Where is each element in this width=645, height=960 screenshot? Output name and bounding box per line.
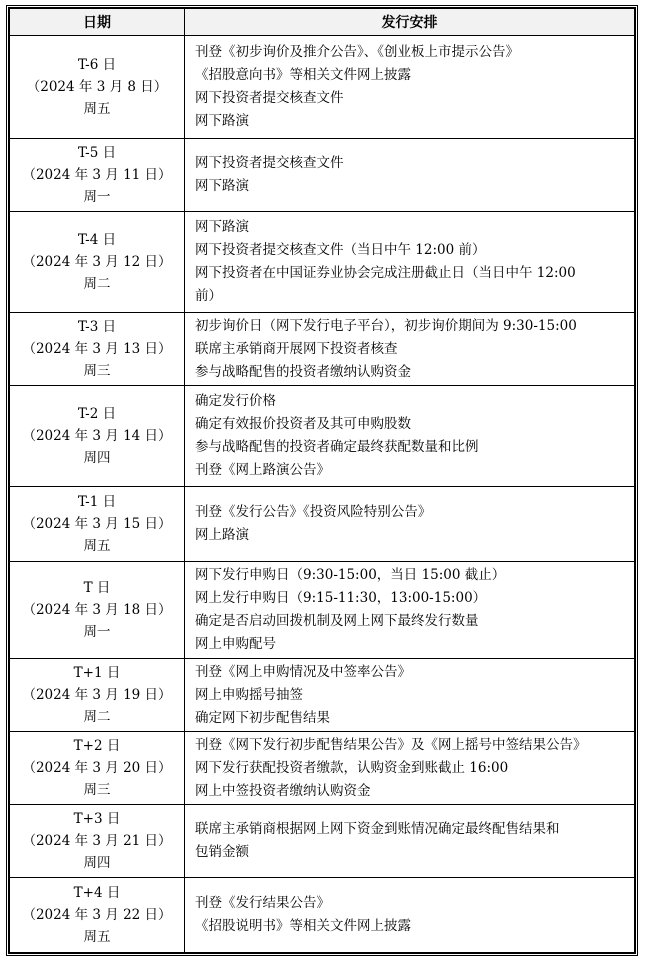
table-row	[10, 36, 635, 139]
date-day: T+4 日	[73, 884, 121, 901]
table-row	[10, 659, 635, 732]
arrangement-item: 网下投资者提交核查文件	[195, 90, 344, 107]
date-day: T-3 日	[77, 319, 117, 336]
arrangement-cell	[185, 562, 635, 659]
schedule-table-frame	[6, 5, 638, 956]
date-cell	[10, 36, 185, 139]
arrangement-item: 刊登《发行结果公告》	[195, 894, 330, 911]
table-row	[10, 139, 635, 212]
arrangement-item: 联席主承销商开展网下投资者核查	[195, 340, 398, 357]
date-cell	[10, 732, 185, 805]
arrangement-item: 网下投资者在中国证券业协会完成注册截止日（当日中午 12:00	[195, 265, 576, 282]
arrangement-item: 网上申购摇号抽签	[195, 686, 303, 703]
arrangement-cell	[185, 487, 635, 562]
arrangement-item: 网上中签投资者缴纳认购资金	[195, 782, 371, 799]
arrangement-cell	[185, 212, 635, 313]
arrangement-item: 初步询价日（网下发行电子平台），初步询价期间为 9:30-15:00	[195, 317, 577, 334]
date-day: T+3 日	[73, 811, 121, 828]
date-date: （2024 年 3 月 15 日）	[22, 516, 172, 533]
date-day: T-4 日	[77, 232, 117, 249]
date-date: （2024 年 3 月 21 日）	[22, 833, 172, 850]
arrangement-cell	[185, 732, 635, 805]
arrangement-item: 确定有效报价投资者及其可申购股数	[195, 416, 411, 433]
date-cell	[10, 386, 185, 487]
date-date: （2024 年 3 月 11 日）	[22, 167, 172, 184]
date-day: T+1 日	[73, 665, 121, 682]
date-weekday: 周三	[83, 363, 111, 380]
table-row	[10, 732, 635, 805]
date-cell	[10, 562, 185, 659]
arrangement-cell	[185, 313, 635, 386]
issuance-schedule-table	[9, 8, 635, 953]
date-date: （2024 年 3 月 13 日）	[22, 341, 172, 358]
date-cell	[10, 313, 185, 386]
date-cell	[10, 487, 185, 562]
arrangement-item: 网下投资者提交核查文件（当日中午 12:00 前）	[195, 242, 486, 259]
arrangement-cell	[185, 139, 635, 212]
date-weekday: 周一	[83, 624, 111, 641]
arrangement-item: 网下发行获配投资者缴款，认购资金到账截止 16:00	[195, 759, 509, 776]
date-cell	[10, 805, 185, 878]
date-date: （2024 年 3 月 14 日）	[22, 428, 172, 445]
table-header-row	[10, 9, 635, 36]
arrangement-cell	[185, 659, 635, 732]
date-date: （2024 年 3 月 18 日）	[22, 602, 172, 619]
arrangement-item: 网上发行申购日（9:15-11:30，13:00-15:00）	[195, 590, 487, 607]
date-day: T+2 日	[73, 738, 121, 755]
arrangement-item: 网下发行申购日（9:30-15:00，当日 15:00 截止）	[195, 567, 506, 584]
arrangement-item: 《招股意向书》等相关文件网上披露	[195, 67, 411, 84]
date-day: T-6 日	[77, 57, 117, 74]
date-weekday: 周二	[83, 709, 111, 726]
table-row	[10, 487, 635, 562]
arrangement-item: 参与战略配售的投资者缴纳认购资金	[195, 363, 411, 380]
arrangement-item: 网上路演	[195, 527, 249, 544]
date-weekday: 周三	[83, 782, 111, 799]
arrangement-item: 确定发行价格	[195, 393, 276, 410]
arrangement-item: 网下路演	[195, 219, 249, 236]
arrangement-cell	[185, 386, 635, 487]
date-date: （2024 年 3 月 12 日）	[22, 254, 172, 271]
date-day: T-1 日	[77, 494, 117, 511]
arrangement-item: 前）	[195, 288, 222, 305]
date-day: T-5 日	[77, 145, 117, 162]
arrangement-column-header: 发行安排	[185, 9, 635, 36]
table-row	[10, 386, 635, 487]
table-body	[10, 36, 635, 953]
table-row	[10, 805, 635, 878]
date-cell	[10, 659, 185, 732]
arrangement-item: 确定是否启动回拨机制及网上网下最终发行数量	[195, 613, 479, 630]
date-cell	[10, 212, 185, 313]
date-cell	[10, 139, 185, 212]
arrangement-item: 刊登《发行公告》《投资风险特别公告》	[195, 504, 432, 521]
table-row	[10, 212, 635, 313]
table-row	[10, 562, 635, 659]
date-date: （2024 年 3 月 22 日）	[22, 906, 172, 923]
date-weekday: 周一	[83, 189, 111, 206]
table-row	[10, 877, 635, 952]
arrangement-item: 刊登《初步询价及推介公告》、《创业板上市提示公告》	[195, 44, 519, 61]
arrangement-item: 网下路演	[195, 178, 249, 195]
arrangement-item: 刊登《网上申购情况及中签率公告》	[195, 663, 411, 680]
date-date: （2024 年 3 月 8 日）	[26, 79, 168, 96]
arrangement-item: 确定网下初步配售结果	[195, 709, 330, 726]
date-weekday: 周五	[83, 101, 111, 118]
date-weekday: 周四	[83, 450, 111, 467]
arrangement-item: 网下路演	[195, 113, 249, 130]
arrangement-item: 刊登《网上路演公告》	[195, 462, 330, 479]
arrangement-item: 网下投资者提交核查文件	[195, 155, 344, 172]
table-row	[10, 313, 635, 386]
date-day: T-2 日	[77, 406, 117, 423]
date-column-header: 日期	[10, 9, 185, 36]
arrangement-item: 网上申购配号	[195, 636, 276, 653]
date-weekday: 周二	[83, 276, 111, 293]
arrangement-cell	[185, 805, 635, 878]
date-date: （2024 年 3 月 19 日）	[22, 687, 172, 704]
arrangement-cell	[185, 877, 635, 952]
arrangement-cell	[185, 36, 635, 139]
arrangement-item: 参与战略配售的投资者确定最终获配数量和比例	[195, 439, 479, 456]
arrangement-item: 包销金额	[195, 844, 249, 861]
arrangement-item: 联席主承销商根据网上网下资金到账情况确定最终配售结果和	[195, 821, 560, 838]
arrangement-item: 《招股说明书》等相关文件网上披露	[195, 917, 411, 934]
date-date: （2024 年 3 月 20 日）	[22, 760, 172, 777]
date-day: T 日	[83, 580, 111, 597]
date-weekday: 周五	[83, 928, 111, 945]
date-weekday: 周五	[83, 538, 111, 555]
date-cell	[10, 877, 185, 952]
arrangement-item: 刊登《网下发行初步配售结果公告》及《网上摇号中签结果公告》	[195, 736, 587, 753]
date-weekday: 周四	[83, 855, 111, 872]
